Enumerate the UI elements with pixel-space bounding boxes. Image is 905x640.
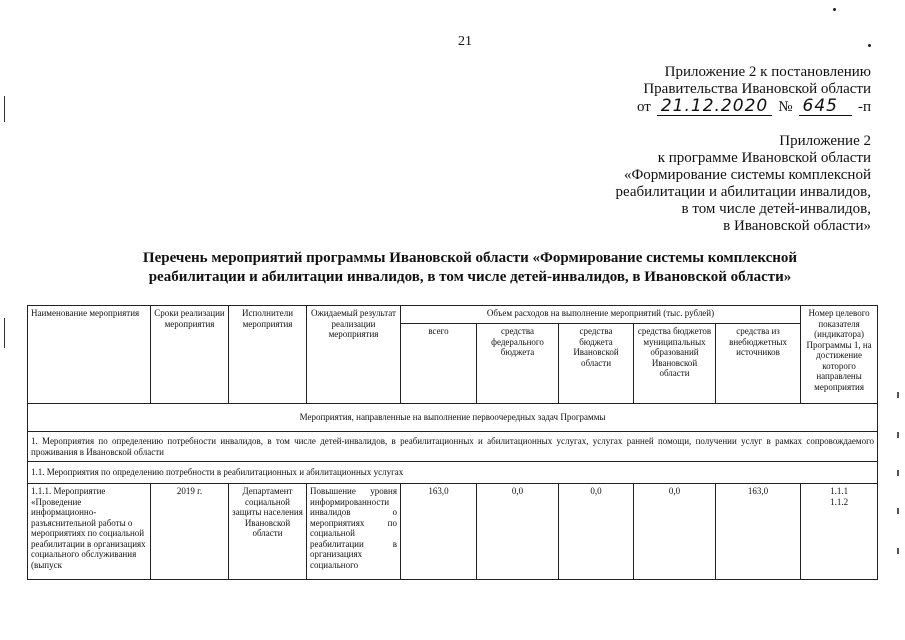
program-line: в том числе детей-инвалидов, <box>681 201 871 217</box>
program-line: в Ивановской области» <box>723 218 871 234</box>
edge-mark <box>897 548 899 554</box>
header-executors: Исполнители мероприятия <box>229 306 307 404</box>
table-row <box>28 484 878 580</box>
row-executor: Департамент социальной защиты населения Ивановской области <box>229 484 307 580</box>
decree-date-number-line <box>637 98 871 116</box>
subgroup-row <box>28 462 878 484</box>
row-result: Повышение уровня информированности инвалидов о мероприятиях по социальной реабилитации в организациях социального <box>307 484 401 580</box>
margin-mark <box>4 318 5 348</box>
program-line: к программе Ивановской области <box>657 150 871 166</box>
page-number: 21 <box>458 34 472 49</box>
subgroup-title: 1.1. Мероприятия по определению потребности в реабилитационных и абилитационных услугах <box>28 462 878 484</box>
header-extrabudget: средства из внебюджетных источников <box>716 324 801 404</box>
header-indicator: Номер целевого показателя (индикатора) Программы 1, на достижение которого направлены мероприятия <box>801 306 878 404</box>
header-federal: средства федерального бюджета <box>477 324 559 404</box>
header-terms: Сроки реализации мероприятия <box>151 306 229 404</box>
scan-speck <box>868 44 871 47</box>
title-line-2: реабилитации и абилитации инвалидов, в том числе детей-инвалидов, в Ивановской области» <box>148 269 792 285</box>
decree-appendix-header <box>637 64 871 116</box>
row-extrabudget: 163,0 <box>716 484 801 580</box>
program-line: «Формирование системы комплексной <box>623 167 871 183</box>
header-total: всего <box>401 324 477 404</box>
row-regional: 0,0 <box>559 484 634 580</box>
scan-speck <box>833 8 836 11</box>
program-appendix-header <box>616 133 871 235</box>
header-expenses-group: Объем расходов на выполнение мероприятий (тыс. рублей) <box>401 306 801 324</box>
indicator-value: 1.1.2 <box>830 496 849 507</box>
header-result: Ожидаемый результат реализации мероприятия <box>307 306 401 404</box>
number-prefix: № <box>778 99 793 115</box>
header-regional: средства бюджета Ивановской области <box>559 324 634 404</box>
header-name: Наименование мероприятия <box>28 306 151 404</box>
row-term: 2019 г. <box>151 484 229 580</box>
number-suffix: -п <box>857 99 871 115</box>
group-row <box>28 432 878 462</box>
date-prefix: от <box>637 99 651 115</box>
row-municipal: 0,0 <box>634 484 716 580</box>
header-municipal: средства бюджетов муниципальных образований Ивановской области <box>634 324 716 404</box>
edge-mark <box>897 470 899 476</box>
handwritten-number: 645 <box>799 98 852 116</box>
row-total: 163,0 <box>401 484 477 580</box>
edge-mark <box>897 432 899 438</box>
row-indicator <box>801 484 878 580</box>
section-title: Мероприятия, направленные на выполнение первоочередных задач Программы <box>28 404 878 432</box>
indicator-value: 1.1.1 <box>830 486 849 496</box>
table-header-row <box>28 306 878 324</box>
program-line: реабилитации и абилитации инвалидов, <box>615 184 871 200</box>
margin-mark <box>4 96 5 122</box>
decree-line-1: Приложение 2 к постановлению <box>664 64 871 80</box>
decree-line-2: Правительства Ивановской области <box>643 81 871 97</box>
section-row <box>28 404 878 432</box>
edge-mark <box>897 508 899 514</box>
handwritten-date: 21.12.2020 <box>657 98 772 116</box>
program-line: Приложение 2 <box>779 133 871 149</box>
measures-table <box>27 305 878 580</box>
group-title: 1. Мероприятия по определению потребности инвалидов, в том числе детей-инвалидов, в реабилитационных и абилитационных услугах, услугах ранней помощи, получении услуг в рамках сопровождаемого проживания в Ивановской области <box>28 432 878 462</box>
title-line-1: Перечень мероприятий программы Ивановской области «Формирование системы комплексной <box>142 250 798 266</box>
edge-mark <box>897 392 899 398</box>
row-name: 1.1.1. Мероприятие «Проведение информационно-разъяснительной работы о мероприятиях по социальной реабилитации в организациях социального обслуживания (выпуск <box>28 484 151 580</box>
row-federal: 0,0 <box>477 484 559 580</box>
document-title <box>110 249 830 287</box>
